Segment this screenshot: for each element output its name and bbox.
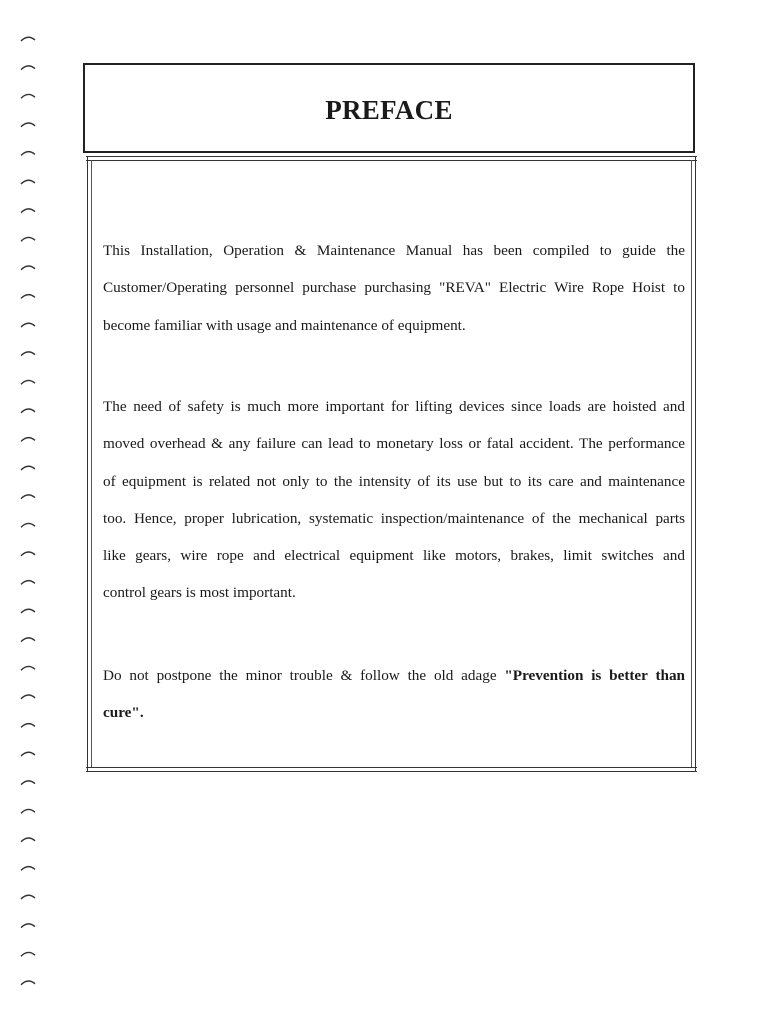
binding-hole-mark <box>21 409 35 413</box>
binding-hole-mark <box>21 94 35 98</box>
binding-hole-mark <box>21 180 35 184</box>
binding-hole-mark <box>21 323 35 327</box>
title-box <box>83 63 695 153</box>
binding-hole-mark <box>21 752 35 756</box>
binding-hole-mark <box>21 380 35 384</box>
adage-quote-end: cure". <box>103 704 144 722</box>
paragraph-line: become familiar with usage and maintenance of equipment. <box>103 316 466 334</box>
binding-hole-mark <box>21 66 35 70</box>
paragraph-line <box>103 657 685 694</box>
binding-hole-mark <box>21 695 35 699</box>
binding-hole-mark <box>21 666 35 670</box>
binding-hole-marks <box>0 0 60 1024</box>
binding-hole-mark <box>21 724 35 728</box>
preface-content-box <box>87 156 696 772</box>
top-double-rule-inner <box>86 160 697 161</box>
binding-hole-mark <box>21 523 35 527</box>
paragraph-line: like gears, wire rope and electrical equipment like motors, brakes, limit switches and <box>103 547 685 565</box>
binding-hole-mark <box>21 352 35 356</box>
binding-hole-mark <box>21 609 35 613</box>
paragraph-line: of equipment is related not only to the intensity of its use but to its care and maintenance <box>103 472 685 490</box>
paragraph-line: This Installation, Operation & Maintenance Manual has been compiled to guide the <box>103 242 685 259</box>
binding-hole-mark <box>21 466 35 470</box>
paragraph-intro <box>103 232 685 344</box>
binding-hole-mark <box>21 438 35 442</box>
paragraph-line: The need of safety is much more important for lifting devices since loads are hoisted and <box>103 398 685 415</box>
paragraph-line: too. Hence, proper lubrication, systematic inspection/maintenance of the mechanical parts <box>103 509 685 527</box>
binding-hole-mark <box>21 981 35 985</box>
paragraph-safety <box>103 388 685 612</box>
binding-hole-mark <box>21 495 35 499</box>
binding-hole-mark <box>21 924 35 928</box>
page-title: PREFACE <box>325 95 453 125</box>
binding-hole-mark <box>21 952 35 956</box>
inner-left-rule <box>91 160 92 768</box>
paragraph-adage <box>103 657 685 732</box>
binding-hole-mark <box>21 237 35 241</box>
top-double-rule <box>86 156 697 157</box>
paragraph-line: control gears is most important. <box>103 584 296 602</box>
binding-hole-mark <box>21 552 35 556</box>
binding-hole-mark <box>21 809 35 813</box>
binding-hole-mark <box>21 266 35 270</box>
adage-lead-text: Do not postpone the minor trouble & follow the old adage <box>103 667 505 684</box>
paragraph-line: moved overhead & any failure can lead to monetary loss or fatal accident. The performance <box>103 435 685 453</box>
bottom-double-rule <box>86 767 697 768</box>
binding-hole-mark <box>21 638 35 642</box>
binding-hole-mark <box>21 152 35 156</box>
binding-hole-mark <box>21 867 35 871</box>
binding-hole-mark <box>21 209 35 213</box>
binding-hole-mark <box>21 581 35 585</box>
bottom-double-rule-inner <box>86 771 697 772</box>
binding-hole-mark <box>21 37 35 41</box>
adage-quote-start: "Prevention is better than <box>504 667 685 684</box>
binding-hole-mark <box>21 781 35 785</box>
inner-right-rule <box>691 160 692 768</box>
binding-hole-mark <box>21 838 35 842</box>
binding-hole-mark <box>21 895 35 899</box>
binding-hole-mark <box>21 295 35 299</box>
binding-hole-mark <box>21 123 35 127</box>
paragraph-line: Customer/Operating personnel purchase purchasing "REVA" Electric Wire Rope Hoist to <box>103 279 685 297</box>
